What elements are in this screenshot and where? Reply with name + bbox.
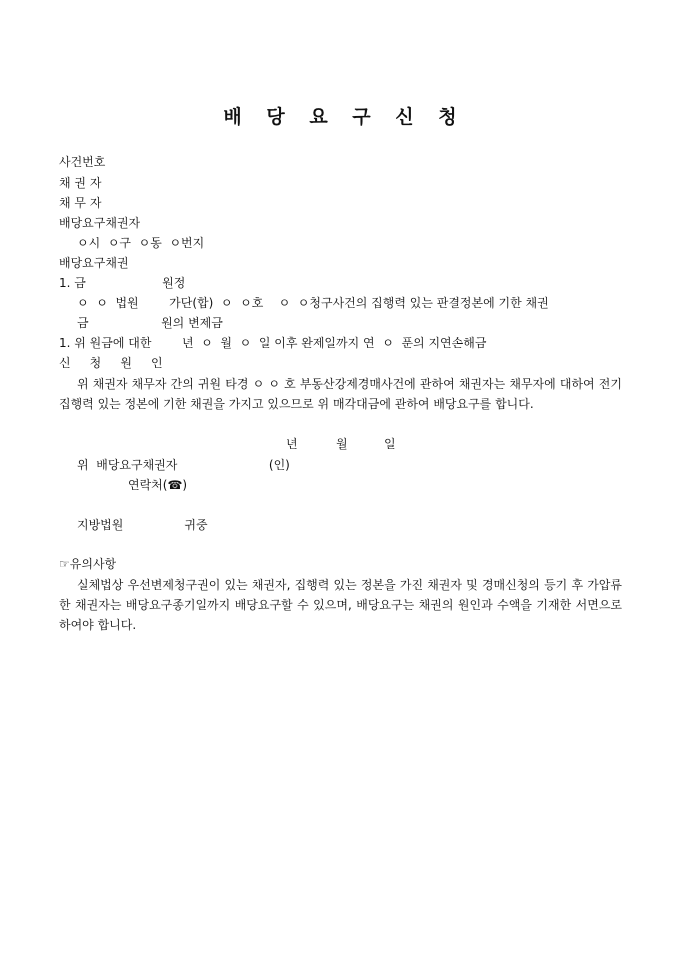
debtor-label: 채 무 자 [59, 196, 102, 210]
contact-label: 연락처(☎) [128, 478, 188, 492]
claim-label: 배당요구채권 [59, 256, 129, 270]
creditor-label: 채 권 자 [59, 176, 102, 190]
case-number-label: 사건번호 [59, 155, 106, 169]
claim-item-1-detail: ㅇ ㅇ 법원 가단(합) ㅇ ㅇ호 ㅇ ㅇ청구사건의 집행력 있는 판결정본에 기한 채권 [77, 296, 549, 310]
notes-label: ☞유의사항 [59, 557, 117, 571]
claim-item-1-amount: 1. 금 원정 [59, 276, 186, 290]
date-day: 일 [384, 437, 396, 451]
notes-text: 실체법상 우선변제청구권이 있는 채권자, 집행력 있는 정본을 가진 채권자 및 경매신청의 등기 후 가압류한 채권자는 배당요구종기일까지 배당요구할 수 있으며, 배당요구는 채권의 원인과 수액을 기재한 서면으로 하여야 합니다. [59, 578, 622, 632]
court-line: 지방법원 귀중 [77, 518, 208, 532]
date-year: 년 [286, 437, 298, 451]
document-title: 배 당 요 구 신 청 [223, 106, 457, 128]
signer-line: 위 배당요구채권자 (인) [77, 458, 290, 472]
date-month: 월 [336, 437, 348, 451]
application-reason-text: 위 채권자 채무자 간의 귀원 타경 ㅇ ㅇ 호 부동산강제경매사건에 관하여 채권자는 채무자에 대하여 전기 집행력 있는 정본에 기한 채권을 가지고 있으므로 위 매각대금에 관하여 배당요구를 합니다. [59, 377, 622, 411]
claimant-label: 배당요구채권자 [59, 216, 141, 230]
claimant-address: ㅇ시 ㅇ구 ㅇ동 ㅇ번지 [77, 236, 205, 250]
claim-item-2-interest: 1. 위 원금에 대한 년 ㅇ 월 ㅇ 일 이후 완제일까지 연 ㅇ 푼의 지연손해금 [59, 336, 487, 350]
application-reason-label: 신 청 원 인 [59, 356, 163, 370]
claim-item-1-amount-repayment: 금 원의 변제금 [77, 316, 223, 330]
